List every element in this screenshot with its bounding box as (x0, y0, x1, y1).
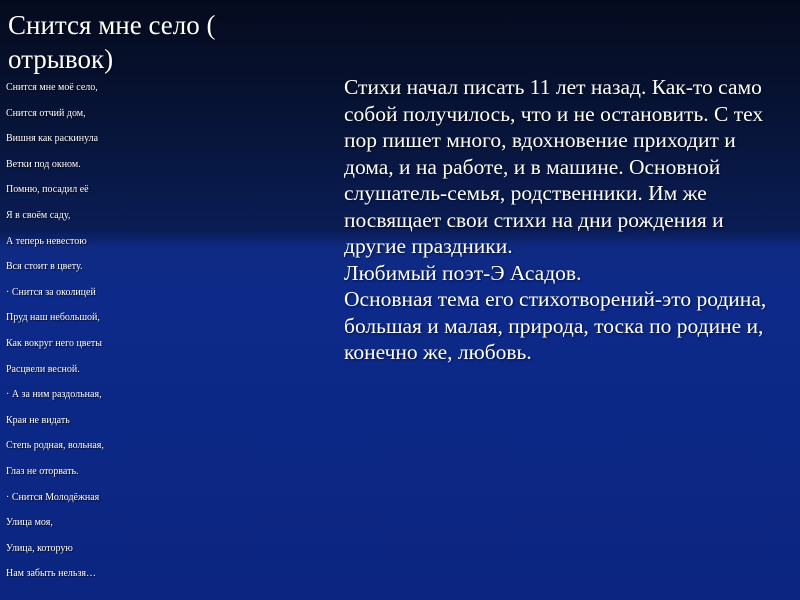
poem-line: Нам забыть нельзя… (6, 568, 97, 580)
poem-line: · Снится Молодёжная (6, 491, 100, 503)
poem-line: Улица моя, (6, 517, 53, 529)
poem-line: Вся стоит в цвету. (6, 261, 83, 273)
poem-line: Степь родная, вольная, (6, 440, 104, 452)
poem-line: Помню, посадил её (6, 184, 89, 196)
poem-line: Снится отчий дом, (6, 107, 86, 119)
poem-line: Края не видать (6, 414, 70, 426)
poem-line: Пруд наш небольшой, (6, 312, 100, 324)
poem-line: А теперь невестою (6, 235, 87, 247)
poem-excerpt (6, 82, 306, 594)
slide-title: Снится мне село ( отрывок) (8, 10, 216, 74)
poem-line: · Снится за околицей (6, 286, 96, 298)
poem-line: Расцвели весной. (6, 363, 80, 375)
author-biography-text: Стихи начал писать 11 лет назад. Как-то само собой получилось, что и не остановить. С тех пор пишет много, вдохновение приходит и дома, и на работе, и в машине. Основной слушатель-семья, родственники. Им же посвящает свои стихи на дни рождения и другие праздники. Любимый поэт-Э Асадов. Основная тема его стихотворений-это родина, большая и малая, природа, тоска по родине и, конечно же, любовь. (344, 75, 767, 364)
poem-line: Вишня как раскинула (6, 133, 99, 145)
poem-line: Ветки под окном. (6, 158, 81, 170)
poem-line: Я в своём саду, (6, 209, 71, 221)
poem-line: · А за ним раздольная, (6, 389, 102, 401)
poem-line: Как вокруг него цветы (6, 337, 103, 349)
poem-line: Снится мне моё село, (6, 82, 98, 93)
poem-line: Улица, которую (6, 542, 73, 554)
poem-line: Глаз не оторвать. (6, 465, 79, 477)
